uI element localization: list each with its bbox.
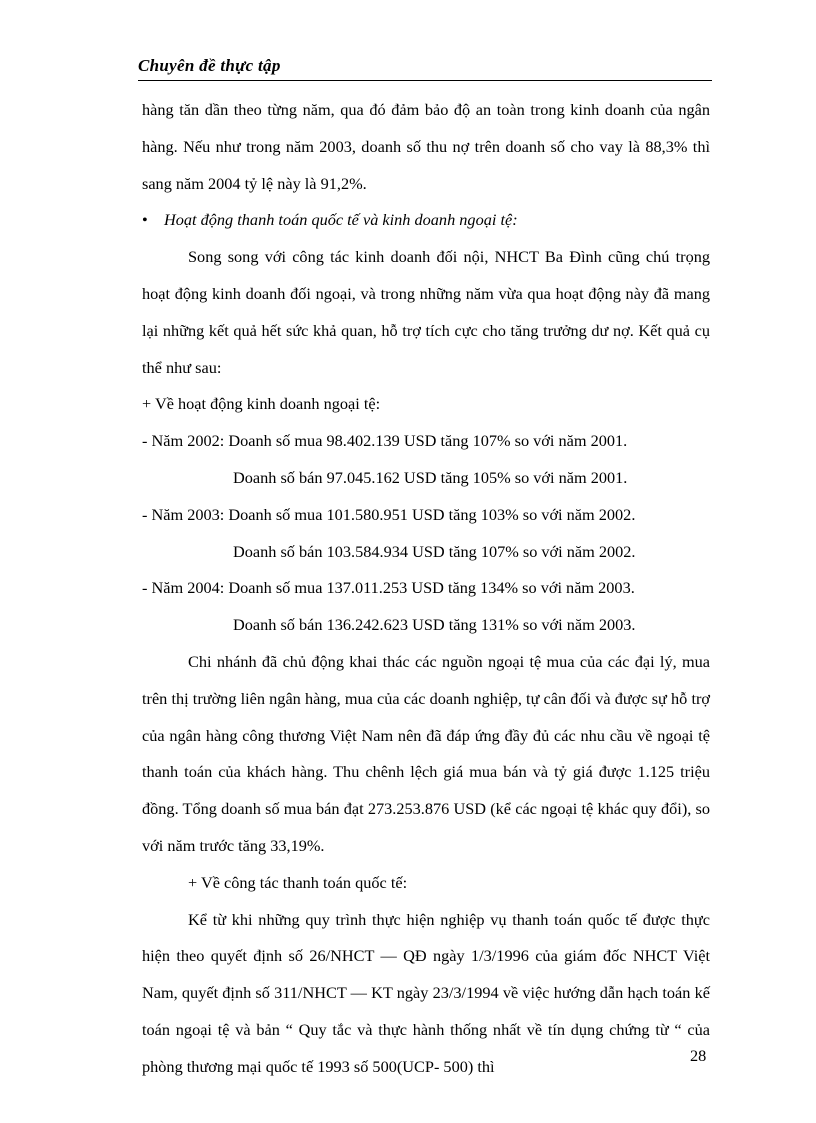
forex-line-2003-buy: - Năm 2003: Doanh số mua 101.580.951 USD tăng 103% so với năm 2002.: [142, 504, 636, 524]
running-header: Chuyên đề thực tập: [138, 56, 281, 75]
forex-line-2002-sell: Doanh số bán 97.045.162 USD tăng 105% so với năm 2001.: [233, 467, 628, 487]
bullet-heading-text: Hoạt động thanh toán quốc tế và kinh doanh ngoại tệ:: [164, 210, 518, 230]
forex-line-2002-buy: - Năm 2002: Doanh số mua 98.402.139 USD tăng 107% so với năm 2001.: [142, 431, 628, 451]
payment-heading: + Về công tác thanh toán quốc tế:: [188, 872, 408, 892]
forex-line-2004-sell: Doanh số bán 136.242.623 USD tăng 131% so với năm 2003.: [233, 615, 636, 635]
forex-line-2003-sell: Doanh số bán 103.584.934 USD tăng 107% so với năm 2002.: [233, 541, 636, 561]
bullet-heading: [142, 202, 710, 239]
paragraph-intro: hàng tăn dần theo từng năm, qua đó đảm bảo độ an toàn trong kinh doanh của ngân hàng. Nếu như trong năm 2003, doanh số thu nợ trên doanh số cho vay là 88,3% thì sang năm 2004 tỷ lệ này là 91,2%.: [142, 100, 710, 193]
forex-heading: + Về hoạt động kinh doanh ngoại tệ:: [142, 394, 381, 414]
page-body: [142, 92, 710, 1086]
paragraph-payment-procedures: Kể từ khi những quy trình thực hiện nghiệp vụ thanh toán quốc tế được thực hiện theo quyết định số 26/NHCT — QĐ ngày 1/3/1996 của giám đốc NHCT Việt Nam, quyết định số 311/NHCT — KT ngày 23/3/1994 về việc hướng dẫn hạch toán kế toán ngoại tệ và bản “ Quy tắc và thực hành thống nhất về tín dụng chứng từ “ của phòng thương mại quốc tế 1993 số 500(UCP- 500) thì: [142, 909, 710, 1076]
paragraph-branch-forex: Chi nhánh đã chủ động khai thác các nguồn ngoại tệ mua của các đại lý, mua trên thị trường liên ngân hàng, mua của các doanh nghiệp, tự cân đối và được sự hỗ trợ của ngân hàng công thương Việt Nam nên đã đáp ứng đầy đủ các nhu cầu về ngoại tệ thanh toán của khách hàng. Thu chênh lệch giá mua bán và tỷ giá được 1.125 triệu đồng. Tổng doanh số mua bán đạt 273.253.876 USD (kể các ngoại tệ khác quy đổi), so với năm trước tăng 33,19%.: [142, 651, 710, 855]
forex-line-2004-buy: - Năm 2004: Doanh số mua 137.011.253 USD tăng 134% so với năm 2003.: [142, 578, 635, 598]
page-number: 28: [690, 1046, 707, 1065]
bullet-icon: •: [142, 210, 148, 230]
header-divider: [138, 80, 712, 81]
paragraph-foreign-business: Song song với công tác kinh doanh đối nội, NHCT Ba Đình cũng chú trọng hoạt động kinh doanh đối ngoại, và trong những năm vừa qua hoạt động này đã mang lại những kết quả hết sức khả quan, hỗ trợ tích cực cho tăng trưởng dư nợ. Kết quả cụ thể như sau:: [142, 247, 710, 377]
